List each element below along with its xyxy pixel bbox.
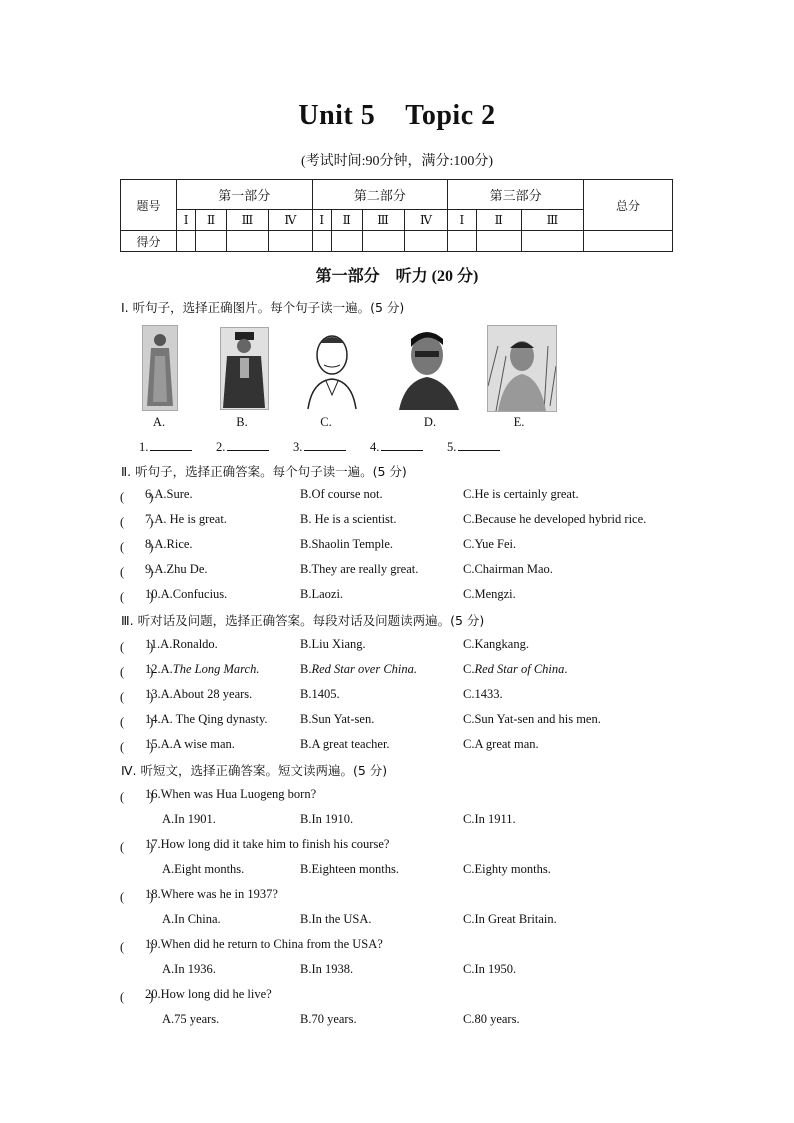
option-a: A.Eight months.	[162, 862, 245, 876]
part1-col: Ⅱ	[196, 210, 227, 231]
part2-col: Ⅰ	[312, 210, 331, 231]
part-heading: Ⅲ. 听对话及问题，选择正确答案。每段对话及问题读两遍。(5 分)	[121, 613, 485, 628]
score-cell[interactable]	[448, 231, 476, 252]
answer-paren[interactable]: ( )	[120, 790, 154, 804]
answer-blank[interactable]	[293, 438, 346, 455]
option-prefix: B.	[300, 662, 312, 676]
option-c: C.Eighty months.	[463, 862, 551, 876]
option-b: B.Sun Yat-sen.	[300, 712, 375, 726]
part3-col: Ⅱ	[476, 210, 521, 231]
answer-paren[interactable]: ( )	[120, 715, 154, 729]
options-row	[120, 962, 680, 984]
question-row	[120, 737, 680, 759]
question-text: 17.How long did it take him to finish his course?	[145, 837, 390, 851]
option-a: 9.A.Zhu De.	[145, 562, 208, 576]
option-a: 14.A. The Qing dynasty.	[145, 712, 268, 726]
question-row	[120, 712, 680, 734]
answer-paren[interactable]: ( )	[120, 490, 154, 504]
option-c: C.Kangkang.	[463, 637, 529, 651]
question-text: 19.When did he return to China from the USA?	[145, 937, 383, 951]
answer-paren[interactable]: ( )	[120, 515, 154, 529]
options-row	[120, 862, 680, 884]
answer-blank[interactable]	[447, 438, 500, 455]
answer-paren[interactable]: ( )	[120, 690, 154, 704]
score-cell[interactable]	[362, 231, 404, 252]
score-cell[interactable]	[226, 231, 268, 252]
options-row	[120, 812, 680, 834]
score-cell[interactable]	[331, 231, 362, 252]
score-cell[interactable]	[521, 231, 583, 252]
options-row	[120, 1012, 680, 1034]
page-title	[0, 100, 794, 132]
score-row-label: 题号	[121, 180, 177, 231]
score-cell[interactable]	[312, 231, 331, 252]
part3-col: Ⅰ	[448, 210, 476, 231]
option-c: C.In 1911.	[463, 812, 516, 826]
answer-blank[interactable]	[139, 438, 192, 455]
book-title: The Long March.	[172, 662, 260, 676]
answer-blank[interactable]	[216, 438, 269, 455]
answer-paren[interactable]: ( )	[120, 940, 154, 954]
question-row	[120, 537, 680, 559]
blank-number: 2.	[216, 440, 226, 454]
part3-header: 第三部分	[448, 180, 584, 210]
question-row	[120, 562, 680, 584]
option-c: C.He is certainly great.	[463, 487, 579, 501]
part-heading: Ⅱ. 听句子，选择正确答案。每个句子读一遍。(5 分)	[121, 464, 407, 479]
option-prefix: C.	[463, 662, 475, 676]
score-cell[interactable]	[476, 231, 521, 252]
option-b	[300, 662, 417, 677]
book-title: Red Star over China.	[311, 662, 418, 676]
option-c: C.Mengzi.	[463, 587, 516, 601]
score-row-label: 得分	[121, 231, 177, 252]
option-c: C.A great man.	[463, 737, 539, 751]
picture-label: B.	[236, 415, 248, 429]
blank-number: 4.	[370, 440, 380, 454]
option-b: B.Laozi.	[300, 587, 344, 601]
section-title: 第一部分 听力 (20 分)	[315, 268, 479, 285]
portrait-yuan-longping	[487, 325, 557, 412]
option-c: C.Sun Yat-sen and his men.	[463, 712, 601, 726]
option-a: A.In 1936.	[162, 962, 216, 976]
option-a: 15.A.A wise man.	[145, 737, 235, 751]
score-cell[interactable]	[177, 231, 196, 252]
question-row	[120, 587, 680, 609]
part3-col: Ⅲ	[521, 210, 583, 231]
option-b: B.In 1910.	[300, 812, 354, 826]
portrait-zheng-he	[220, 327, 269, 410]
part1-col: Ⅰ	[177, 210, 196, 231]
part-heading: Ⅳ. 听短文，选择正确答案。短文读两遍。(5 分)	[121, 763, 388, 778]
question-row	[120, 837, 680, 859]
question-text: 16.When was Hua Luogeng born?	[145, 787, 317, 801]
answer-paren[interactable]: ( )	[120, 590, 154, 604]
answer-paren[interactable]: ( )	[120, 665, 154, 679]
option-a: 11.A.Ronaldo.	[145, 637, 218, 651]
part2-col: Ⅱ	[331, 210, 362, 231]
score-table	[120, 179, 673, 252]
question-row	[120, 687, 680, 709]
picture-label: D.	[423, 415, 437, 429]
question-row	[120, 887, 680, 909]
option-suffix: .	[564, 662, 568, 676]
question-row	[120, 662, 680, 684]
option-c: C.Chairman Mao.	[463, 562, 553, 576]
blank-number: 3.	[293, 440, 303, 454]
option-a: 8.A.Rice.	[145, 537, 193, 551]
exam-info: (考试时间:90分钟，满分:100分)	[300, 154, 494, 169]
option-c: C.1433.	[463, 687, 503, 701]
answer-paren[interactable]: ( )	[120, 840, 154, 854]
option-c: C.In Great Britain.	[463, 912, 557, 926]
answer-paren[interactable]: ( )	[120, 740, 154, 754]
part-heading: Ⅰ. 听句子，选择正确图片。每个句子读一遍。(5 分)	[121, 300, 405, 315]
answer-paren[interactable]: ( )	[120, 890, 154, 904]
option-a: A.75 years.	[162, 1012, 220, 1026]
option-b: B.In 1938.	[300, 962, 354, 976]
option-b: B.Shaolin Temple.	[300, 537, 393, 551]
part1-col: Ⅲ	[226, 210, 268, 231]
part1-header: 第一部分	[177, 180, 313, 210]
question-row	[120, 512, 680, 534]
portrait-confucius	[142, 325, 178, 411]
book-title: Red Star of China	[474, 662, 565, 676]
question-text: 20.How long did he live?	[145, 987, 272, 1001]
option-a: 13.A.About 28 years.	[145, 687, 253, 701]
question-text: 18.Where was he in 1937?	[145, 887, 278, 901]
question-row	[120, 987, 680, 1009]
question-row	[120, 937, 680, 959]
answer-paren[interactable]: ( )	[120, 640, 154, 654]
part2-header: 第二部分	[312, 180, 448, 210]
option-a: A.In 1901.	[162, 812, 216, 826]
question-row	[120, 487, 680, 509]
picture-label: A.	[152, 415, 166, 429]
option-c: C.Because he developed hybrid rice.	[463, 512, 647, 526]
option-b: B.They are really great.	[300, 562, 419, 576]
option-a: 7.A. He is great.	[145, 512, 227, 526]
option-b: B.In the USA.	[300, 912, 372, 926]
question-row	[120, 637, 680, 659]
option-b: B. He is a scientist.	[300, 512, 397, 526]
score-cell[interactable]	[404, 231, 448, 252]
answer-paren[interactable]: ( )	[120, 565, 154, 579]
title-unit: Unit 5	[298, 100, 376, 131]
portrait-sun-yat-sen	[302, 325, 362, 410]
score-cell[interactable]	[196, 231, 227, 252]
option-c	[463, 662, 568, 677]
option-c: C.80 years.	[463, 1012, 520, 1026]
blank-number: 5.	[447, 440, 457, 454]
options-row	[120, 912, 680, 934]
option-c: C.Yue Fei.	[463, 537, 517, 551]
option-prefix: 12.A.	[145, 662, 173, 676]
option-a: A.In China.	[162, 912, 221, 926]
option-b: B.A great teacher.	[300, 737, 390, 751]
title-topic: Topic 2	[405, 100, 496, 131]
option-b: B.Liu Xiang.	[300, 637, 366, 651]
score-cell[interactable]	[584, 231, 673, 252]
part1-col: Ⅳ	[269, 210, 313, 231]
option-b: B.70 years.	[300, 1012, 357, 1026]
answer-paren[interactable]: ( )	[120, 990, 154, 1004]
blank-number: 1.	[139, 440, 149, 454]
option-b: B.1405.	[300, 687, 340, 701]
part2-col: Ⅳ	[404, 210, 448, 231]
question-row	[120, 787, 680, 809]
answer-blank[interactable]	[370, 438, 423, 455]
option-c: C.In 1950.	[463, 962, 517, 976]
part2-col: Ⅲ	[362, 210, 404, 231]
option-a: 6.A.Sure.	[145, 487, 193, 501]
portrait-yang-zhenning	[397, 325, 461, 410]
answer-paren[interactable]: ( )	[120, 540, 154, 554]
option-a	[145, 662, 259, 677]
option-b: B.Of course not.	[300, 487, 383, 501]
score-cell[interactable]	[269, 231, 313, 252]
option-a: 10.A.Confucius.	[145, 587, 228, 601]
total-header: 总分	[584, 180, 673, 231]
picture-label: E.	[513, 415, 525, 429]
option-b: B.Eighteen months.	[300, 862, 399, 876]
picture-label: C.	[320, 415, 332, 429]
